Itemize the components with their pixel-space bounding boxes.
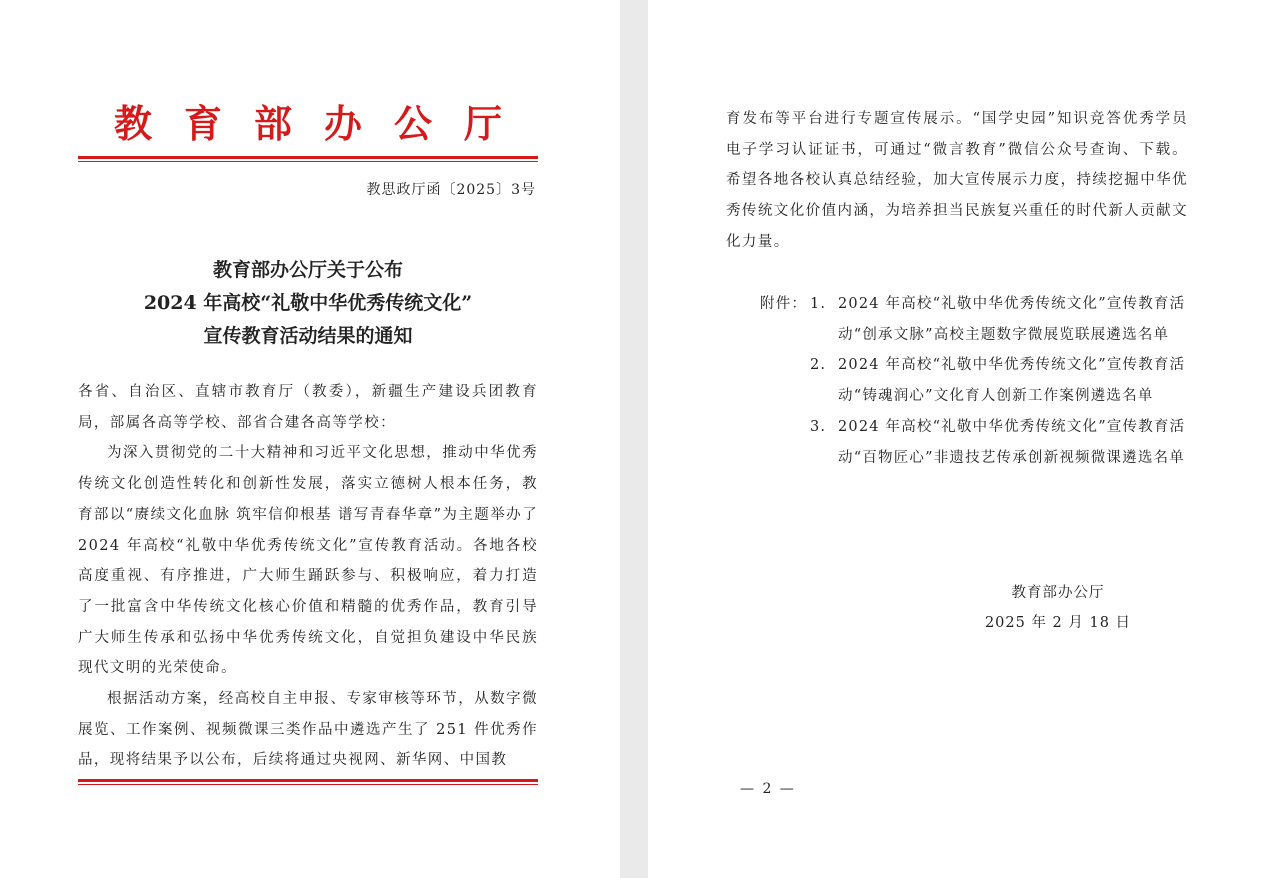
paragraph-2-continued: 育发布等平台进行专题宣传展示。“国学史园”知识竞答优秀学员电子学习认证证书，可通过“微言教育”微信公众号查询、下载。希望各地各校认真总结经验，加大宣传展示力度，持续挖掘中华优秀传统文化价值内涵，为培养担当民族复兴重任的时代新人贡献文化力量。 bbox=[726, 111, 1188, 250]
salutation: 各省、自治区、直辖市教育厅（教委），新疆生产建设兵团教育局，部属各高等学校、部省合建各高等学校： bbox=[78, 384, 538, 431]
signature-org: 教育部办公厅 bbox=[1011, 585, 1105, 601]
attachment-list bbox=[810, 289, 1190, 473]
document-number: 教思政厅函〔2025〕3号 bbox=[366, 182, 536, 198]
continuation-text bbox=[726, 104, 1188, 258]
body-text bbox=[78, 377, 538, 776]
page-2 bbox=[648, 0, 1268, 878]
attachment-item bbox=[810, 350, 1190, 411]
signature-block bbox=[958, 578, 1158, 638]
title-line-1: 教育部办公厅关于公布 bbox=[212, 259, 403, 281]
masthead: 教育部办公厅 bbox=[113, 101, 534, 146]
document-title bbox=[78, 254, 538, 353]
attachment-text: 2024 年高校“礼敬中华优秀传统文化”宣传教育活动“百物匠心”非遗技艺传承创新视频微课遴选名单 bbox=[838, 418, 1186, 466]
title-line-3: 宣传教育活动结果的通知 bbox=[203, 325, 413, 347]
footer-red-rule bbox=[78, 779, 538, 785]
page-number: — 2 — bbox=[740, 781, 796, 797]
attachment-text: 2024 年高校“礼敬中华优秀传统文化”宣传教育活动“创承文脉”高校主题数字微展览联展遴选名单 bbox=[838, 296, 1186, 343]
attachment-number: 1. bbox=[810, 296, 827, 312]
paragraph-2: 根据活动方案，经高校自主申报、专家审核等环节，从数字微展览、工作案例、视频微课三类作品中遴选产生了 251 件优秀作品，现将结果予以公布，后续将通过央视网、新华网、中国教 bbox=[78, 691, 538, 769]
attachment-text: 2024 年高校“礼敬中华优秀传统文化”宣传教育活动“铸魂润心”文化育人创新工作案例遴选名单 bbox=[838, 357, 1186, 405]
attachment-number: 2. bbox=[810, 357, 827, 374]
title-line-2: 2024 年高校“礼敬中华优秀传统文化” bbox=[143, 292, 473, 314]
signature-date: 2025 年 2 月 18 日 bbox=[984, 615, 1132, 631]
masthead-red-rule bbox=[78, 156, 538, 162]
attachment-item bbox=[810, 412, 1190, 473]
attachment-label: 附件： bbox=[760, 296, 808, 312]
page-1 bbox=[0, 0, 620, 878]
attachment-item bbox=[810, 289, 1190, 350]
paragraph-1: 为深入贯彻党的二十大精神和习近平文化思想，推动中华优秀传统文化创造性转化和创新性发展，落实立德树人根本任务，教育部以“赓续文化血脉 筑牢信仰根基 谱写青春华章”为主题举办了 2024 年高校“礼敬中华优秀传统文化”宣传教育活动。各地各校高度重视、有序推进，广大师生踊跃参与、积极响应，着力打造了一批富含中华传统文化核心价值和精髓的优秀作品，教育引导广大师生传承和弘扬中华优秀传统文化，自觉担负建设中华民族现代文明的光荣使命。 bbox=[78, 445, 538, 677]
attachment-number: 3. bbox=[810, 418, 827, 435]
